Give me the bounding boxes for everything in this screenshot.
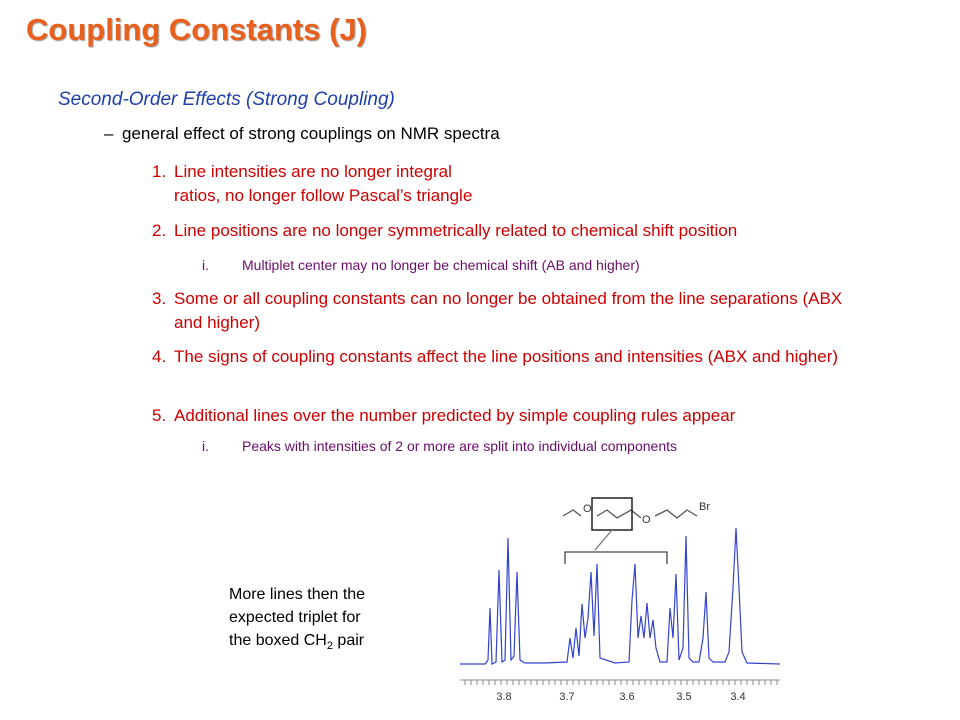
oxygen-label: O bbox=[642, 514, 651, 526]
list-item bbox=[152, 404, 912, 428]
spectrum-trace bbox=[460, 528, 780, 664]
item-number: 3. bbox=[152, 289, 167, 308]
slide-title: Coupling Constants (J) bbox=[26, 12, 367, 47]
slide-subtitle: Second-Order Effects (Strong Coupling) bbox=[58, 89, 395, 110]
figure-caption bbox=[229, 583, 419, 658]
axis-tick-label: 3.8 bbox=[496, 691, 512, 703]
nmr-figure bbox=[455, 488, 785, 713]
dash-bullet: – bbox=[104, 124, 114, 143]
nmr-spectrum-image bbox=[455, 488, 785, 708]
bromine-label: Br bbox=[699, 501, 710, 513]
sub-item bbox=[202, 437, 902, 455]
sub-item-number: i. bbox=[202, 438, 209, 454]
axis-tick-label: 3.4 bbox=[730, 691, 746, 703]
item-text: Some or all coupling constants can no longer be obtained from the line separations (ABX and higher) bbox=[174, 289, 843, 332]
item-number: 2. bbox=[152, 221, 167, 240]
list-item bbox=[152, 287, 912, 335]
sub-item-text: Multiplet center may no longer be chemical shift (AB and higher) bbox=[242, 257, 640, 273]
axis-tick-label: 3.6 bbox=[619, 691, 635, 703]
axis-tick-label: 3.7 bbox=[559, 691, 575, 703]
bracket bbox=[565, 552, 667, 564]
caption-text: the boxed CH bbox=[229, 632, 327, 649]
item-text: The signs of coupling constants affect the line positions and intensities (ABX and higher) bbox=[174, 347, 839, 366]
caption-line: More lines then the bbox=[229, 586, 366, 603]
pointer-line bbox=[595, 530, 612, 550]
item-text: Line positions are no longer symmetrically related to chemical shift position bbox=[174, 221, 738, 240]
caption-line: expected triplet for bbox=[229, 609, 361, 626]
item-text: Additional lines over the number predicted by simple coupling rules appear bbox=[174, 406, 736, 425]
sub-item-number: i. bbox=[202, 257, 209, 273]
caption-text: pair bbox=[332, 632, 365, 649]
item-number: 5. bbox=[152, 406, 167, 425]
intro-line bbox=[104, 124, 500, 144]
caption-line bbox=[229, 629, 419, 658]
subscript-2: 2 bbox=[326, 640, 333, 653]
sub-item bbox=[202, 256, 902, 274]
list-item bbox=[152, 160, 912, 208]
oxygen-label: O bbox=[583, 503, 592, 515]
sub-item-text: Peaks with intensities of 2 or more are split into individual components bbox=[242, 438, 677, 454]
axis-minor-ticks bbox=[465, 680, 777, 685]
list-item bbox=[152, 345, 912, 369]
intro-text: general effect of strong couplings on NMR spectra bbox=[122, 124, 500, 143]
item-number: 1. bbox=[152, 162, 167, 181]
axis-tick-label: 3.5 bbox=[676, 691, 692, 703]
item-text: Line intensities are no longer integral ratios, no longer follow Pascal’s triangle bbox=[174, 162, 473, 205]
list-item bbox=[152, 219, 912, 243]
item-number: 4. bbox=[152, 347, 167, 366]
